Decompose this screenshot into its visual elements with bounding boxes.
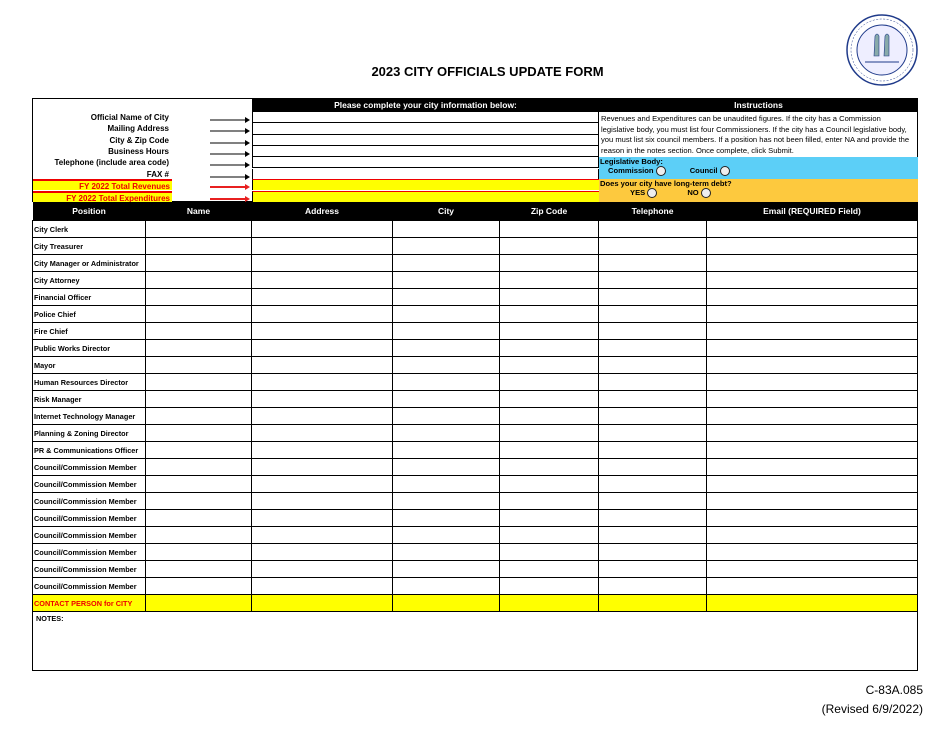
no-radio[interactable] [701,188,711,198]
table-cell-input[interactable] [252,306,393,323]
table-row [33,578,918,595]
city-info-input[interactable] [252,135,599,146]
table-cell-input[interactable] [599,374,707,391]
table-cell-input[interactable] [599,442,707,459]
position-label: Council/Commission Member [33,561,146,578]
position-label: Council/Commission Member [33,459,146,476]
table-cell-input[interactable] [146,272,252,289]
position-label: Council/Commission Member [33,578,146,595]
table-row [33,476,918,493]
table-row [33,238,918,255]
table-row [33,493,918,510]
table-cell-input[interactable] [707,255,918,272]
position-label: City Clerk [33,221,146,238]
table-cell-input[interactable] [500,340,599,357]
kentucky-seal-icon [845,14,919,86]
table-row [33,391,918,408]
table-row [33,442,918,459]
table-cell-input[interactable] [146,425,252,442]
position-label: Council/Commission Member [33,493,146,510]
table-cell-input[interactable] [146,459,252,476]
table-cell-input[interactable] [146,544,252,561]
table-cell-input[interactable] [252,442,393,459]
position-label: City Manager or Administrator [33,255,146,272]
position-label: Risk Manager [33,391,146,408]
table-cell-input[interactable] [599,425,707,442]
position-label: Human Resources Director [33,374,146,391]
table-cell-input[interactable] [393,561,500,578]
table-cell-input[interactable] [393,306,500,323]
table-cell-input[interactable] [252,544,393,561]
column-header: Email (REQUIRED Field) [707,202,918,221]
table-row [33,408,918,425]
table-cell-input[interactable] [146,578,252,595]
table-cell-input[interactable] [599,272,707,289]
arrow-icon [209,123,251,134]
table-cell-input[interactable] [252,493,393,510]
arrow-icon [209,112,251,123]
table-cell-input[interactable] [252,391,393,408]
table-cell-input[interactable] [252,510,393,527]
council-label: Council [689,166,718,175]
table-cell-input[interactable] [146,374,252,391]
table-cell-input[interactable] [500,561,599,578]
table-cell-input[interactable] [393,374,500,391]
position-label: Council/Commission Member [33,510,146,527]
column-header: City [393,202,500,221]
table-row [33,306,918,323]
city-info-header: Please complete your city information below: [252,99,599,112]
table-cell-input[interactable] [707,510,918,527]
table-cell-input[interactable] [707,323,918,340]
instructions-text: Revenues and Expenditures can be unaudited figures. If the city has a Commission legislative body, you must list four Commissioners. If the city has a Council legislative body, you must list six council members. If a position has not been filled, enter NA and provide the reason in the notes section. Once complete, click Submit. [601,114,910,155]
table-cell-input[interactable] [500,527,599,544]
table-cell-input[interactable] [252,527,393,544]
table-cell-input[interactable] [599,391,707,408]
table-cell-input[interactable] [500,476,599,493]
city-info-section [32,98,918,202]
long-term-debt-section [599,179,918,202]
table-cell-input[interactable] [393,442,500,459]
contact-label: CONTACT PERSON for CITY [33,595,146,612]
table-cell-input[interactable] [707,476,918,493]
yes-label: YES [630,188,646,197]
table-cell-input[interactable] [500,408,599,425]
table-cell-input[interactable] [707,306,918,323]
red-arrow-icon [209,191,251,202]
financial-input[interactable] [252,191,599,202]
table-cell-input[interactable] [707,357,918,374]
table-cell-input[interactable] [500,425,599,442]
table-cell-input[interactable] [707,374,918,391]
column-header: Position [33,202,146,221]
table-cell-input[interactable] [146,510,252,527]
table-cell-input[interactable] [146,289,252,306]
table-cell-input[interactable] [393,493,500,510]
table-cell-input[interactable] [599,289,707,306]
city-info-label: Mailing Address [107,124,169,134]
legislative-body-label: Legislative Body: [600,157,663,166]
position-label: City Attorney [33,272,146,289]
table-row [33,527,918,544]
table-cell-input[interactable] [707,425,918,442]
table-cell-input[interactable] [707,527,918,544]
table-cell-input[interactable] [707,493,918,510]
table-cell-input[interactable] [500,272,599,289]
table-cell-input[interactable] [146,476,252,493]
position-label: Public Works Director [33,340,146,357]
table-cell-input[interactable] [707,340,918,357]
table-cell-input[interactable] [599,357,707,374]
table-cell-input[interactable] [500,442,599,459]
table-cell-input[interactable] [146,527,252,544]
table-cell-input[interactable] [252,476,393,493]
table-cell-input[interactable] [393,459,500,476]
table-cell-input[interactable] [252,255,393,272]
table-cell-input[interactable] [393,578,500,595]
table-cell-input[interactable] [146,408,252,425]
table-row [33,510,918,527]
column-header: Address [252,202,393,221]
position-label: PR & Communications Officer [33,442,146,459]
table-row [33,374,918,391]
table-cell-input[interactable] [393,476,500,493]
table-cell-input[interactable] [599,255,707,272]
position-label: Financial Officer [33,289,146,306]
table-cell-input[interactable] [707,272,918,289]
financial-input[interactable] [252,179,599,190]
table-cell-input[interactable] [146,221,252,238]
table-cell-input[interactable] [252,340,393,357]
table-row [33,221,918,238]
table-row [33,340,918,357]
notes-field[interactable] [32,609,918,671]
table-cell-input[interactable] [500,255,599,272]
city-info-label: Business Hours [108,146,169,156]
table-cell-input[interactable] [393,238,500,255]
position-label: Police Chief [33,306,146,323]
table-cell-input[interactable] [500,391,599,408]
table-cell-input[interactable] [252,408,393,425]
arrow-icon [209,157,251,168]
city-info-label: Official Name of City [90,113,169,122]
table-cell-input[interactable] [500,544,599,561]
position-label: City Treasurer [33,238,146,255]
table-cell-input[interactable] [393,323,500,340]
table-cell-input[interactable] [500,357,599,374]
no-label: NO [687,188,699,197]
city-info-label: Telephone (include area code) [54,158,169,168]
table-cell-input[interactable] [146,340,252,357]
table-cell-input[interactable] [500,493,599,510]
officials-table [32,202,918,612]
position-label: Fire Chief [33,323,146,340]
table-cell-input[interactable] [500,459,599,476]
city-info-label: FAX # [146,169,169,179]
city-info-input[interactable] [252,157,599,168]
table-cell-input[interactable] [707,238,918,255]
table-cell-input[interactable] [252,221,393,238]
position-label: Council/Commission Member [33,544,146,561]
financial-label: FY 2022 Total Expenditures [33,191,172,202]
table-cell-input[interactable] [252,272,393,289]
table-cell-input[interactable] [393,272,500,289]
red-arrow-icon [209,179,251,190]
table-cell-input[interactable] [707,544,918,561]
table-cell-input[interactable] [707,391,918,408]
table-cell-input[interactable] [707,221,918,238]
table-cell-input[interactable] [393,221,500,238]
table-row [33,425,918,442]
table-cell-input[interactable] [393,255,500,272]
position-label: Mayor [33,357,146,374]
table-cell-input[interactable] [252,561,393,578]
form-number: C-83A.085 [865,683,923,697]
table-cell-input[interactable] [393,425,500,442]
form-title: 2023 CITY OFFICIALS UPDATE FORM [371,64,604,79]
position-label: Council/Commission Member [33,476,146,493]
table-cell-input[interactable] [252,459,393,476]
yes-radio[interactable] [647,188,657,198]
table-cell-input[interactable] [252,357,393,374]
council-radio[interactable] [720,166,730,176]
table-cell-input[interactable] [599,221,707,238]
table-row [33,459,918,476]
table-cell-input[interactable] [707,289,918,306]
table-row [33,272,918,289]
instructions-header: Instructions [599,99,918,112]
table-cell-input[interactable] [146,357,252,374]
table-row [33,357,918,374]
table-cell-input[interactable] [707,578,918,595]
table-cell-input[interactable] [252,323,393,340]
table-cell-input[interactable] [146,238,252,255]
table-cell-input[interactable] [393,340,500,357]
table-cell-input[interactable] [599,238,707,255]
table-cell-input[interactable] [252,289,393,306]
table-cell-input[interactable] [146,323,252,340]
arrow-icon [209,135,251,146]
column-header: Telephone [599,202,707,221]
revised-date: (Revised 6/9/2022) [821,702,923,716]
table-cell-input[interactable] [393,510,500,527]
column-header: Name [146,202,252,221]
table-cell-input[interactable] [599,493,707,510]
city-info-input[interactable] [252,112,599,123]
table-cell-input[interactable] [500,306,599,323]
table-cell-input[interactable] [599,340,707,357]
table-cell-input[interactable] [393,391,500,408]
city-info-input[interactable] [252,146,599,157]
table-cell-input[interactable] [599,408,707,425]
table-cell-input[interactable] [599,544,707,561]
table-cell-input[interactable] [146,391,252,408]
table-cell-input[interactable] [500,238,599,255]
table-row [33,544,918,561]
table-cell-input[interactable] [252,578,393,595]
table-cell-input[interactable] [393,527,500,544]
arrow-icon [209,146,251,157]
table-cell-input[interactable] [599,476,707,493]
table-cell-input[interactable] [393,544,500,561]
table-row [33,561,918,578]
table-cell-input[interactable] [252,238,393,255]
table-cell-input[interactable] [393,408,500,425]
table-cell-input[interactable] [393,289,500,306]
city-info-input[interactable] [252,123,599,134]
table-cell-input[interactable] [500,323,599,340]
table-cell-input[interactable] [707,442,918,459]
table-cell-input[interactable] [599,561,707,578]
table-cell-input[interactable] [146,561,252,578]
position-label: Planning & Zoning Director [33,425,146,442]
table-cell-input[interactable] [393,357,500,374]
table-cell-input[interactable] [500,374,599,391]
table-cell-input[interactable] [146,493,252,510]
table-cell-input[interactable] [599,323,707,340]
position-label: Council/Commission Member [33,527,146,544]
table-cell-input[interactable] [146,255,252,272]
table-cell-input[interactable] [599,578,707,595]
table-cell-input[interactable] [599,459,707,476]
city-info-label: City & Zip Code [109,135,169,145]
position-label: Internet Technology Manager [33,408,146,425]
table-cell-input[interactable] [252,374,393,391]
table-row [33,289,918,306]
legislative-body-section [599,157,918,179]
notes-label: NOTES: [36,614,64,623]
table-cell-input[interactable] [146,306,252,323]
table-cell-input[interactable] [599,306,707,323]
table-cell-input[interactable] [707,408,918,425]
column-header: Zip Code [500,202,599,221]
table-cell-input[interactable] [500,289,599,306]
long-term-debt-label: Does your city have long-term debt? [600,179,732,188]
table-cell-input[interactable] [252,425,393,442]
table-cell-input[interactable] [599,527,707,544]
table-cell-input[interactable] [707,561,918,578]
table-cell-input[interactable] [500,578,599,595]
financial-label: FY 2022 Total Revenues [33,179,172,190]
table-cell-input[interactable] [599,510,707,527]
table-cell-input[interactable] [500,510,599,527]
commission-radio[interactable] [656,166,666,176]
table-cell-input[interactable] [500,221,599,238]
table-cell-input[interactable] [707,459,918,476]
table-row [33,323,918,340]
table-cell-input[interactable] [146,442,252,459]
commission-label: Commission [608,166,654,175]
table-row [33,255,918,272]
